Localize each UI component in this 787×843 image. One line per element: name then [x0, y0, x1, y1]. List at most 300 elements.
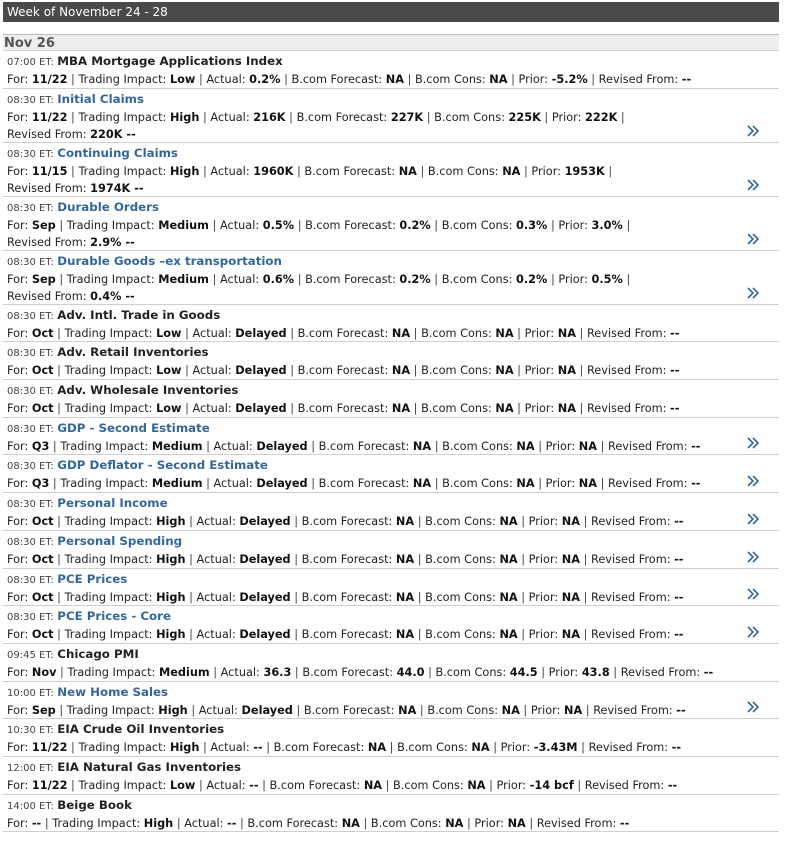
consensus-label: B.com Cons:	[414, 73, 486, 86]
impact-value: High	[143, 816, 174, 830]
prior-value: 3.0%	[591, 218, 623, 232]
revised-value: --	[676, 703, 686, 717]
separator: |	[294, 515, 299, 529]
prior-label: Prior:	[558, 218, 588, 232]
impact-value: Low	[156, 326, 182, 340]
revised-value: --	[671, 741, 682, 755]
for-label: For:	[7, 439, 29, 453]
for-value: Q3	[31, 477, 50, 491]
separator: |	[57, 364, 61, 378]
prior-label: Prior:	[500, 741, 531, 755]
separator: |	[583, 628, 588, 642]
separator: |	[417, 552, 422, 566]
prior-value: NA	[557, 326, 576, 340]
actual-label: Actual:	[206, 73, 246, 86]
prior-value: NA	[561, 628, 580, 642]
consensus-label: B.com Cons:	[421, 402, 492, 416]
for-label: For:	[7, 741, 29, 755]
consensus-label: B.com Cons:	[425, 628, 496, 642]
prior-value: NA	[561, 515, 580, 529]
forecast-label: B.com Forecast:	[303, 703, 395, 717]
event-row	[3, 197, 779, 251]
event-time: 07:00 ET:	[7, 57, 54, 68]
prior-value: 0.5%	[591, 272, 623, 286]
actual-label: Actual:	[184, 816, 224, 830]
revised-value: --	[670, 326, 680, 340]
separator: |	[620, 110, 625, 124]
separator: |	[297, 218, 302, 232]
revised-label: Revised From:	[593, 703, 673, 717]
event-detail-line	[7, 400, 779, 417]
actual-value: Delayed	[235, 364, 287, 378]
consensus-value: 225K	[508, 110, 541, 124]
event-detail-line	[7, 739, 779, 756]
event-list	[3, 51, 779, 832]
economic-calendar	[3, 2, 779, 832]
forecast-label: B.com Forecast:	[302, 665, 393, 679]
for-value: Oct	[31, 364, 54, 378]
forecast-value: NA	[385, 73, 404, 86]
forecast-label: B.com Forecast:	[297, 326, 389, 340]
event-row	[3, 89, 779, 143]
impact-value: Low	[156, 364, 182, 378]
double-chevron-right-icon[interactable]	[745, 586, 761, 602]
revised-value: --	[703, 665, 714, 679]
separator: |	[296, 703, 301, 717]
consensus-value: NA	[495, 402, 514, 416]
separator: |	[613, 665, 618, 679]
separator: |	[71, 73, 75, 86]
separator: |	[189, 590, 193, 604]
revised-value: --	[691, 439, 701, 453]
separator: |	[434, 439, 439, 453]
separator: |	[608, 164, 613, 178]
event-name: Chicago PMI	[57, 646, 139, 661]
separator: |	[176, 816, 181, 830]
separator: |	[600, 439, 605, 453]
separator: |	[294, 628, 299, 642]
impact-value: High	[156, 590, 186, 604]
for-value: Oct	[31, 628, 54, 642]
separator: |	[419, 703, 424, 717]
impact-value: Medium	[158, 665, 210, 679]
revised-value: 1974K --	[90, 181, 144, 195]
for-value: Oct	[31, 590, 54, 604]
for-value: Sep	[31, 703, 56, 717]
separator: |	[262, 778, 266, 792]
forecast-label: B.com Forecast:	[291, 73, 383, 86]
consensus-value: NA	[499, 628, 518, 642]
separator: |	[413, 402, 418, 416]
impact-label: Trading Impact:	[60, 477, 149, 491]
revised-label: Revised From:	[7, 127, 87, 141]
separator: |	[294, 552, 299, 566]
consensus-label: B.com Cons:	[442, 439, 513, 453]
forecast-label: B.com Forecast:	[273, 741, 365, 755]
event-row	[3, 493, 779, 531]
double-chevron-right-icon[interactable]	[745, 123, 761, 139]
event-revised-line	[7, 288, 779, 305]
actual-label: Actual:	[196, 515, 236, 529]
forecast-value: NA	[391, 326, 411, 340]
consensus-label: B.com Cons:	[441, 218, 513, 232]
forecast-label: B.com Forecast:	[247, 816, 339, 830]
separator: |	[521, 628, 526, 642]
prior-value: NA	[557, 364, 576, 378]
event-title-line	[7, 571, 779, 589]
separator: |	[434, 272, 439, 286]
forecast-label: B.com Forecast:	[305, 272, 396, 286]
revised-value: --	[670, 402, 680, 416]
forecast-label: B.com Forecast:	[318, 439, 410, 453]
prior-value: -14 bcf	[529, 778, 574, 792]
event-title-line	[7, 145, 779, 163]
separator: |	[420, 164, 425, 178]
event-name-link[interactable]: GDP - Second Estimate	[57, 420, 210, 435]
event-title-line	[7, 91, 779, 109]
consensus-label: B.com Cons:	[425, 552, 496, 566]
actual-label: Actual:	[196, 552, 236, 566]
revised-value: --	[667, 778, 678, 792]
event-revised-line	[7, 126, 779, 143]
separator: |	[626, 272, 631, 286]
consensus-label: B.com Cons:	[435, 665, 507, 679]
actual-value: Delayed	[239, 628, 291, 642]
for-label: For:	[7, 477, 29, 491]
for-label: For:	[7, 703, 29, 717]
forecast-label: B.com Forecast:	[305, 218, 396, 232]
event-name-link[interactable]: Initial Claims	[57, 91, 144, 106]
separator: |	[541, 665, 546, 679]
event-title-line	[7, 533, 779, 551]
revised-value: --	[674, 628, 684, 642]
forecast-value: NA	[398, 164, 417, 178]
event-name-link[interactable]: Personal Income	[57, 496, 168, 511]
event-row	[3, 569, 779, 607]
separator: |	[57, 590, 61, 604]
separator: |	[212, 272, 217, 286]
consensus-label: B.com Cons:	[393, 778, 464, 792]
for-label: For:	[7, 515, 29, 529]
revised-label: Revised From:	[584, 778, 665, 792]
event-time: 08:30 ET:	[7, 499, 54, 511]
forecast-value: 44.0	[396, 665, 425, 679]
forecast-label: B.com Forecast:	[269, 778, 361, 792]
event-title-line	[7, 684, 779, 702]
event-name: MBA Mortgage Applications Index	[57, 54, 283, 68]
double-chevron-right-icon[interactable]	[745, 231, 761, 247]
double-chevron-right-icon[interactable]	[745, 473, 761, 489]
event-title-line	[7, 253, 779, 271]
separator: |	[266, 741, 271, 755]
revised-label: Revised From:	[586, 364, 667, 378]
prior-value: NA	[507, 816, 526, 830]
forecast-label: B.com Forecast:	[297, 364, 389, 378]
consensus-label: B.com Cons:	[441, 272, 513, 286]
consensus-label: B.com Cons:	[427, 164, 499, 178]
separator: |	[289, 110, 293, 124]
separator: |	[203, 741, 207, 755]
event-title-line	[7, 344, 779, 362]
event-name-link[interactable]: PCE Prices	[57, 571, 128, 586]
separator: |	[189, 515, 193, 529]
actual-label: Actual:	[206, 778, 246, 792]
separator: |	[57, 326, 61, 340]
separator: |	[523, 703, 528, 717]
separator: |	[203, 110, 207, 124]
event-row	[3, 380, 779, 418]
event-detail-line	[7, 362, 779, 379]
double-chevron-right-icon[interactable]	[745, 511, 761, 527]
prior-label: Prior:	[530, 703, 561, 717]
actual-label: Actual:	[220, 665, 260, 679]
event-row	[3, 342, 779, 380]
for-label: For:	[7, 552, 29, 566]
impact-value: Medium	[158, 272, 209, 286]
actual-label: Actual:	[213, 477, 253, 491]
forecast-value: NA	[412, 439, 432, 453]
for-label: For:	[7, 590, 29, 604]
revised-label: Revised From:	[7, 181, 87, 195]
separator: |	[544, 110, 549, 124]
for-value: Sep	[31, 218, 56, 232]
actual-value: Delayed	[241, 703, 293, 717]
actual-value: --	[227, 816, 237, 830]
revised-value: --	[681, 73, 692, 86]
event-name: Adv. Intl. Trade in Goods	[57, 307, 221, 322]
separator: |	[311, 439, 316, 453]
double-chevron-right-icon[interactable]	[745, 624, 761, 640]
prior-label: Prior:	[558, 272, 588, 286]
event-title-line	[7, 608, 779, 626]
impact-label: Trading Impact:	[64, 326, 153, 340]
event-detail-line	[7, 589, 779, 606]
revised-value: 2.9% --	[90, 235, 135, 249]
actual-value: Delayed	[256, 439, 308, 453]
event-detail-line	[7, 109, 779, 126]
separator: |	[290, 402, 294, 416]
separator: |	[311, 477, 316, 491]
event-name-link[interactable]: GDP Deflator - Second Estimate	[57, 458, 268, 473]
event-title-line	[7, 53, 779, 71]
prior-label: Prior:	[528, 590, 559, 604]
event-row	[3, 719, 779, 757]
for-label: For:	[7, 73, 29, 86]
impact-value: High	[169, 164, 200, 178]
separator: |	[577, 778, 582, 792]
separator: |	[413, 326, 418, 340]
impact-value: High	[156, 628, 186, 642]
forecast-label: B.com Forecast:	[301, 628, 393, 642]
prior-value: NA	[557, 402, 576, 416]
revised-value: --	[674, 515, 684, 529]
event-time: 08:30 ET:	[7, 423, 54, 435]
revised-value: 220K --	[90, 127, 136, 141]
consensus-value: NA	[495, 326, 514, 340]
impact-label: Trading Impact:	[64, 364, 153, 378]
forecast-value: NA	[363, 778, 383, 792]
event-time: 08:30 ET:	[7, 612, 54, 624]
for-label: For:	[7, 364, 29, 378]
double-chevron-right-icon[interactable]	[745, 177, 761, 193]
impact-label: Trading Impact:	[64, 552, 153, 566]
revised-label: Revised From:	[607, 477, 688, 491]
double-chevron-right-icon[interactable]	[745, 699, 761, 715]
forecast-value: NA	[341, 816, 360, 830]
separator: |	[57, 515, 61, 529]
prior-value: -5.2%	[551, 73, 588, 86]
separator: |	[521, 590, 526, 604]
separator: |	[517, 326, 521, 340]
for-label: For:	[7, 326, 29, 340]
for-label: For:	[7, 402, 29, 416]
event-title-line	[7, 759, 779, 777]
separator: |	[407, 73, 412, 86]
revised-value: --	[619, 816, 630, 830]
impact-value: Low	[169, 73, 196, 86]
separator: |	[538, 477, 543, 491]
event-time: 10:00 ET:	[7, 687, 54, 699]
event-detail-line	[7, 163, 779, 180]
separator: |	[198, 73, 203, 86]
forecast-value: NA	[395, 515, 415, 529]
prior-value: NA	[561, 590, 580, 604]
event-detail-line	[7, 815, 779, 832]
event-time: 09:45 ET:	[7, 649, 54, 661]
event-name-link[interactable]: Continuing Claims	[57, 145, 178, 160]
event-title-line	[7, 495, 779, 513]
for-label: For:	[7, 272, 29, 286]
consensus-value: 44.5	[509, 665, 538, 679]
for-value: Q3	[31, 439, 50, 453]
event-time: 08:30 ET:	[7, 461, 54, 473]
impact-label: Trading Impact:	[78, 778, 167, 792]
actual-label: Actual:	[192, 402, 232, 416]
revised-label: Revised From:	[591, 628, 671, 642]
actual-label: Actual:	[213, 439, 253, 453]
separator: |	[521, 552, 526, 566]
separator: |	[579, 402, 584, 416]
for-value: 11/22	[31, 73, 68, 86]
consensus-value: NA	[516, 477, 535, 491]
separator: |	[426, 110, 431, 124]
double-chevron-right-icon[interactable]	[745, 285, 761, 301]
event-row	[3, 531, 779, 569]
actual-label: Actual:	[196, 590, 236, 604]
impact-label: Trading Impact:	[66, 703, 155, 717]
separator: |	[517, 364, 521, 378]
event-detail-line	[7, 777, 779, 794]
separator: |	[467, 816, 471, 830]
for-value: Oct	[31, 552, 54, 566]
event-name-link[interactable]: PCE Prices - Core	[57, 609, 171, 624]
revised-label: Revised From:	[598, 73, 679, 86]
actual-label: Actual:	[192, 364, 232, 378]
prior-label: Prior:	[524, 402, 555, 416]
event-row	[3, 644, 779, 682]
separator: |	[294, 590, 299, 604]
for-value: 11/15	[31, 164, 68, 178]
impact-label: Trading Impact:	[66, 272, 155, 286]
event-time: 12:00 ET:	[7, 762, 54, 774]
consensus-value: NA	[467, 778, 486, 792]
double-chevron-right-icon[interactable]	[745, 549, 761, 565]
impact-label: Trading Impact:	[78, 110, 167, 124]
event-row	[3, 455, 779, 493]
prior-label: Prior:	[528, 628, 559, 642]
event-name-link[interactable]: Durable Goods –ex transportation	[57, 253, 282, 268]
impact-label: Trading Impact:	[78, 164, 167, 178]
for-value: --	[31, 816, 42, 830]
forecast-value: NA	[367, 741, 387, 755]
event-row	[3, 418, 779, 456]
forecast-label: B.com Forecast:	[304, 164, 396, 178]
separator: |	[206, 439, 210, 453]
actual-label: Actual:	[192, 326, 232, 340]
consensus-value: NA	[516, 439, 535, 453]
event-name-link[interactable]: Durable Orders	[57, 199, 159, 214]
impact-value: High	[169, 741, 200, 755]
actual-value: Delayed	[256, 477, 308, 491]
forecast-value: NA	[412, 477, 432, 491]
separator: |	[581, 741, 585, 755]
actual-value: Delayed	[235, 402, 287, 416]
revised-value: 0.4% --	[90, 289, 135, 303]
event-name-link[interactable]: New Home Sales	[57, 684, 169, 699]
event-name-link[interactable]: Personal Spending	[57, 533, 183, 548]
consensus-value: NA	[499, 552, 518, 566]
prior-value: 1953K	[564, 164, 605, 178]
forecast-value: NA	[395, 628, 415, 642]
forecast-value: NA	[395, 552, 415, 566]
actual-value: Delayed	[235, 326, 287, 340]
prior-label: Prior:	[545, 477, 576, 491]
prior-label: Prior:	[518, 73, 549, 86]
separator: |	[284, 73, 288, 86]
day-header: Nov 26	[3, 34, 779, 51]
separator: |	[212, 218, 217, 232]
consensus-label: B.com Cons:	[425, 590, 496, 604]
forecast-label: B.com Forecast:	[297, 402, 389, 416]
forecast-value: 0.2%	[399, 272, 431, 286]
event-name: EIA Crude Oil Inventories	[57, 722, 225, 737]
separator: |	[240, 816, 244, 830]
revised-label: Revised From:	[591, 515, 671, 529]
prior-label: Prior:	[545, 439, 576, 453]
double-chevron-right-icon[interactable]	[745, 435, 761, 451]
actual-value: Delayed	[239, 552, 291, 566]
impact-label: Trading Impact:	[52, 816, 141, 830]
actual-value: 36.3	[263, 665, 292, 679]
event-time: 08:30 ET:	[7, 386, 54, 398]
consensus-label: B.com Cons:	[442, 477, 513, 491]
week-header: Week of November 24 - 28	[3, 2, 779, 22]
for-label: For:	[7, 778, 29, 792]
forecast-value: NA	[398, 703, 417, 717]
for-label: For:	[7, 218, 29, 232]
event-title-line	[7, 382, 779, 400]
revised-value: --	[674, 552, 684, 566]
event-detail-line	[7, 71, 779, 88]
event-detail-line	[7, 217, 779, 234]
separator: |	[524, 164, 528, 178]
forecast-value: NA	[391, 402, 411, 416]
actual-label: Actual:	[210, 741, 250, 755]
actual-label: Actual:	[210, 110, 250, 124]
event-revised-line	[7, 234, 779, 251]
separator: |	[389, 741, 394, 755]
separator: |	[185, 364, 189, 378]
